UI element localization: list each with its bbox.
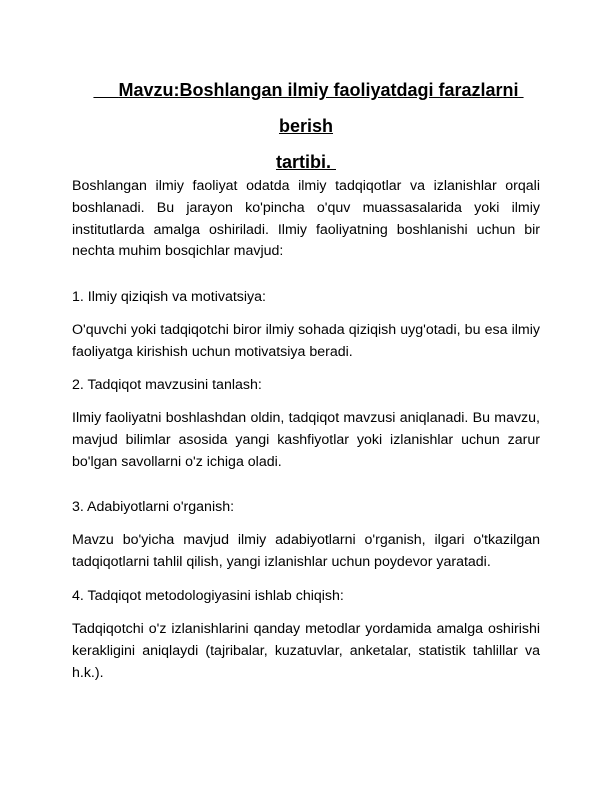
section-paragraph-4: Tadqiqotchi o'z izlanishlarini qanday metodlar yordamida amalga oshirishi kerakligini aniqlaydi (tajribalar, kuzatuvlar, anketalar, statistik tahlillar va h.k.). (72, 621, 540, 681)
document-title (72, 72, 540, 180)
section-paragraph-3: Mavzu bo'yicha mavjud ilmiy adabiyotlarni o'rganish, ilgari o'tkazilgan tadqiqotlarni tahlil qilish, yangi izlanishlar uchun poydevor yaratadi. (72, 532, 540, 570)
section-heading-1: 1. Ilmiy qiziqish va motivatsiya: (72, 289, 266, 305)
section-heading-2: 2. Tadqiqot mavzusini tanlash: (72, 377, 262, 393)
section-paragraph-1: O'quvchi yoki tadqiqotchi biror ilmiy sohada qiziqish uyg'otadi, bu esa ilmiy faoliyatga kirishish uchun motivatsiya beradi. (72, 322, 540, 360)
section-heading-4: 4. Tadqiqot metodologiyasini ishlab chiqish: (72, 588, 344, 604)
title-line-1: Mavzu:Boshlangan ilmiy faoliyatdagi farazlarni berish (93, 80, 524, 136)
intro-paragraph: Boshlangan ilmiy faoliyat odatda ilmiy tadqiqotlar va izlanishlar orqali boshlanadi. Bu jarayon ko'pincha o'quv muassasalarida yoki ilmiy institutlarda amalga oshiriladi. Ilmiy faoliyatning boshlanishi uchun bir nechta muhim bosqichlar mavjud: (72, 178, 540, 260)
section-heading-3: 3. Adabiyotlarni o'rganish: (72, 499, 235, 515)
section-paragraph-2: Ilmiy faoliyatni boshlashdan oldin, tadqiqot mavzusi aniqlanadi. Bu mavzu, mavjud bilimlar asosida yangi kashfiyotlar yoki izlanishlar uchun zarur bo'lgan savollarni o'z ichiga oladi. (72, 410, 540, 470)
title-line-2: tartibi. (275, 152, 336, 172)
